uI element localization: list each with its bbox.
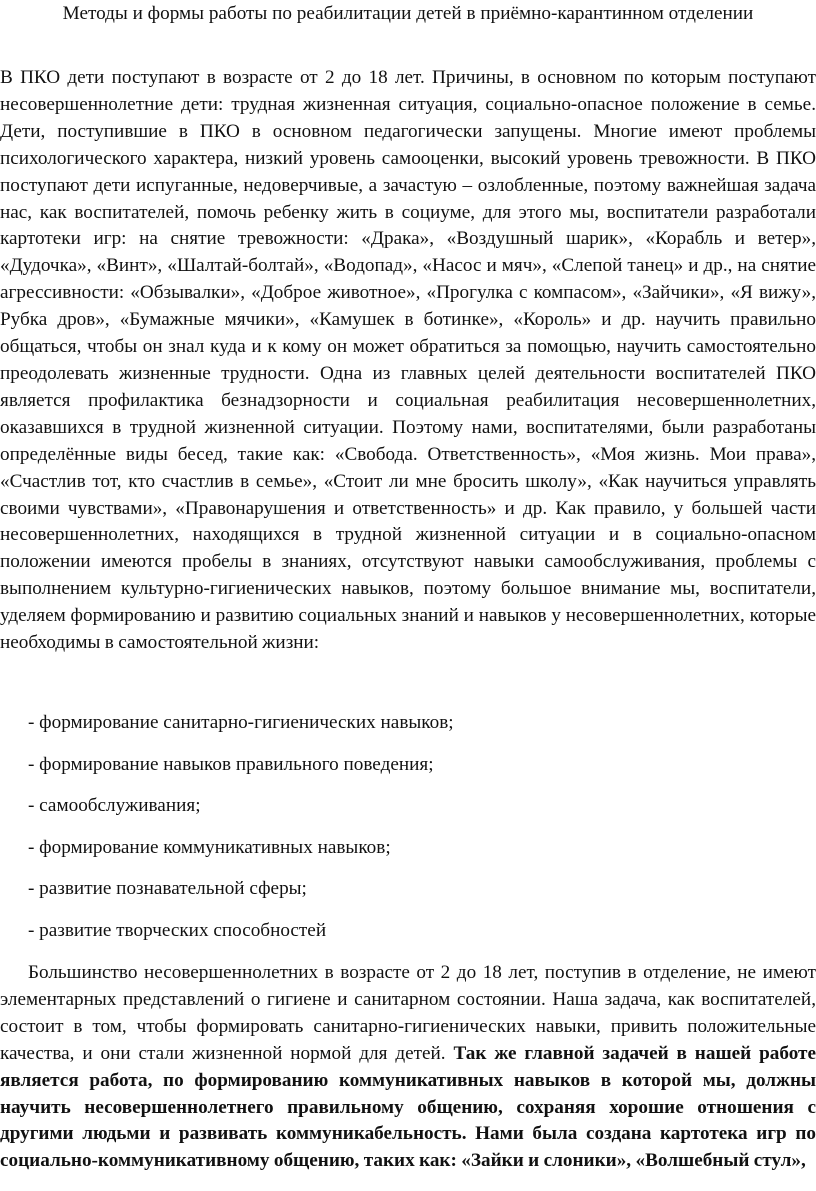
list-item: - развитие познавательной сферы; bbox=[28, 878, 307, 900]
skills-list bbox=[28, 710, 808, 960]
paragraph-intro: В ПКО дети поступают в возрасте от 2 до 18 лет. Причины, в основном по которым поступают несовершеннолетние дети: трудная жизненная ситуация, социально-опасное положение в семье. Дети, поступившие в ПКО в основном педагогически запущены. Многие имеют проблемы психологического характера, низкий уровень самооценки, высокий уровень тревожности. В ПКО поступают дети испуганные, недоверчивые, а зачастую – озлобленные, поэтому важнейшая задача нас, как воспитателей, помочь ребенку жить в социуме, для этого мы, воспитатели разработали картотеки игр: на снятие тревожности: «Драка», «Воздушный шарик», «Корабль и ветер», «Дудочка», «Винт», «Шалтай-болтай», «Водопад», «Насос и мяч», «Слепой танец» и др., на снятие агрессивности: «Обзывалки», «Доброе животное», «Прогулка с компасом», «Зайчики», «Я вижу», Рубка дров», «Бумажные мячики», «Камушек в ботинке», «Король» и др. научить правильно общаться, чтобы он знал куда и к кому он может обратиться за помощью, научить самостоятельно преодолевать жизненные трудности. Одна из главных целей деятельности воспитателей ПКО является профилактика безнадзорности и социальная реабилитация несовершеннолетних, оказавшихся в трудной жизненной ситуации. Поэтому нами, воспитателями, были разработаны определённые виды бесед, такие как: «Свобода. Ответственность», «Моя жизнь. Мои права», «Счастлив тот, кто счастлив в семье», «Стоит ли мне бросить школу», «Как научиться управлять своими чувствами», «Правонарушения и ответственность» и др. Как правило, у большей части несовершеннолетних, находящихся в трудной жизненной ситуации и в социально-опасном положении имеются пробелы в знаниях, отсутствуют навыки самообслуживания, проблемы с выполнением культурно-гигиенических навыков, поэтому большое внимание мы, воспитатели, уделяем формированию и развитию социальных знаний и навыков у несовершеннолетних, которые необходимы в самостоятельной жизни: bbox=[0, 67, 816, 654]
document-title: Методы и формы работы по реабилитации детей в приёмно-карантинном отделении bbox=[62, 3, 754, 24]
list-item: - формирование санитарно-гигиенических навыков; bbox=[28, 712, 454, 733]
list-item: - формирование навыков правильного поведения; bbox=[28, 753, 434, 775]
list-item: - развитие творческих способностей bbox=[28, 919, 327, 941]
paragraph-communication-text: Так же главной задачей в нашей работе является работа, по формированию коммуникативных навыков в которой мы, должны научить несовершеннолетнего правильному общению, сохраняя хорошие отношения с другими людьми и развивать коммуникабельность. Нами была создана картотека игр по социально-коммуникативному общению, таких как: «Зайки и слоники», «Волшебный стул», bbox=[0, 1042, 816, 1172]
list-item: - формирование коммуникативных навыков; bbox=[28, 836, 391, 858]
paragraph-hygiene bbox=[0, 960, 816, 1175]
paragraph-hygiene-text: Большинство несовершеннолетних в возрасте от 2 до 18 лет, поступив в отделение, не имеют элементарных представлений о гигиене и санитарном состоянии. Наша задача, как воспитателей, состоит в том, чтобы формировать санитарно-гигиенических навыки, привить положительные качества, и они стали жизненной нормой для детей. bbox=[0, 962, 816, 1064]
list-item: - самообслуживания; bbox=[28, 795, 201, 817]
